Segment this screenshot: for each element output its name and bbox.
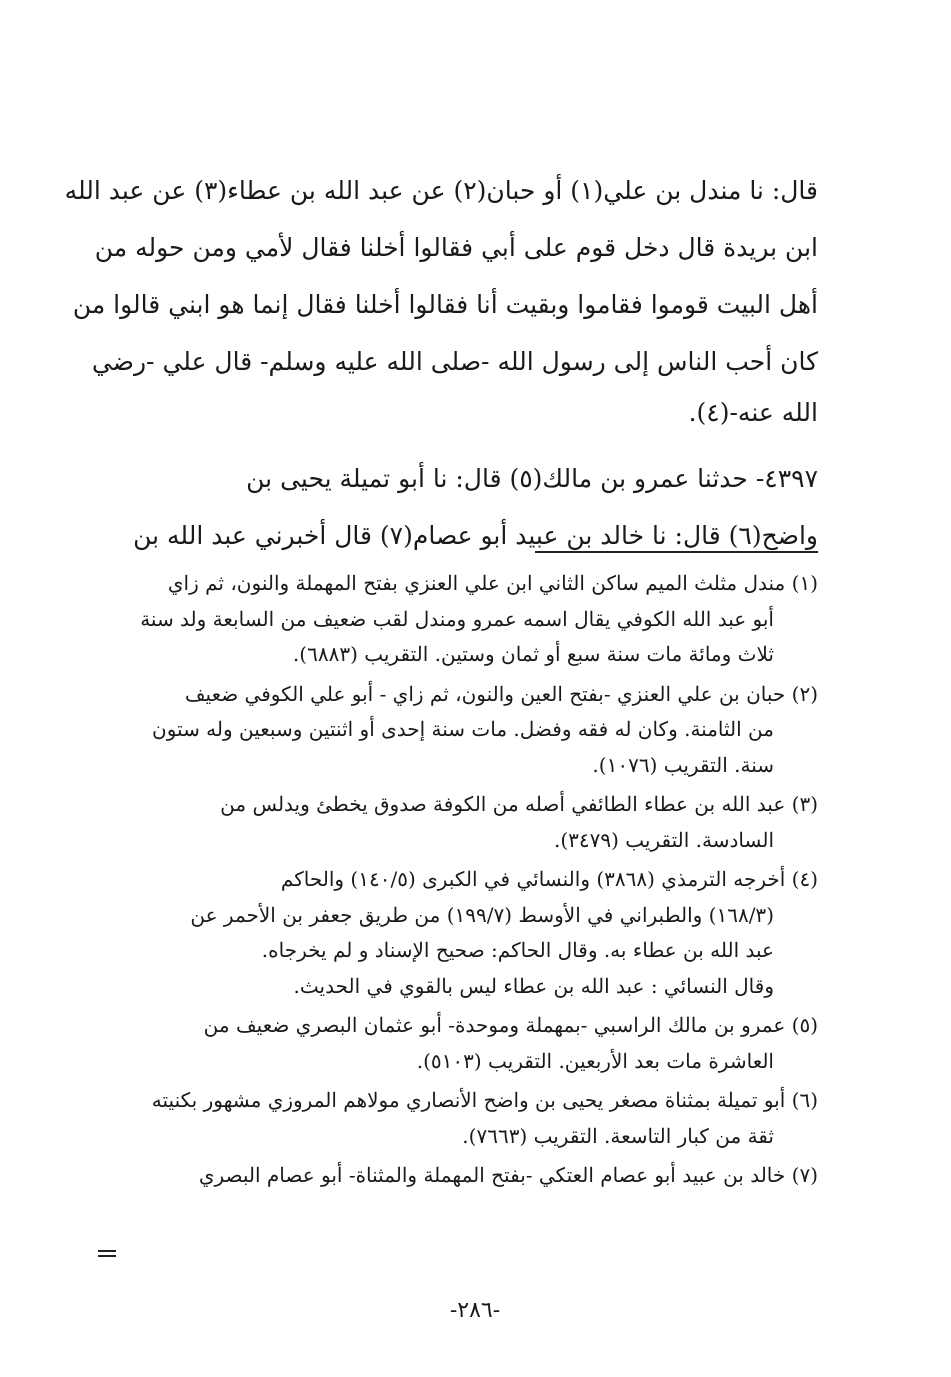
footnote-line: (٣) عبد الله بن عطاء الطائفي أصله من الكوفة صدوق يخطئ ويدلس من	[220, 792, 818, 816]
main-text-line: كان أحب الناس إلى رسول الله -صلى الله عليه وسلم- قال علي -رضي	[91, 347, 818, 376]
footnote-line: (٦) أبو تميلة بمثناة مصغر يحيى بن واضح الأنصاري مولاهم المروزي مشهور بكنيته	[151, 1088, 818, 1112]
main-text-line: ابن بريدة قال دخل قوم على أبي فقالوا أخلنا فقال لأمي ومن حوله من	[94, 233, 818, 262]
continuation-mark	[98, 1250, 116, 1258]
footnote-3	[104, 787, 818, 858]
footnote-2	[104, 677, 818, 784]
page-number: -٢٨٦-	[449, 1298, 501, 1323]
footnote-line: (٥) عمرو بن مالك الراسبي -بمهملة وموحدة- أبو عثمان البصري ضعيف من	[203, 1013, 818, 1037]
footnote-line: (٧) خالد بن عبيد أبو عصام العتكي -بفتح المهملة والمثناة- أبو عصام البصري	[198, 1163, 818, 1187]
main-text-line: أهل البيت قوموا فقاموا وبقيت أنا فقالوا أخلنا فقال إنما هو ابني قالوا من	[72, 290, 818, 319]
footnote-4	[104, 862, 818, 1004]
hadith-line: ٤٣٩٧- حدثنا عمرو بن مالك(٥) قال: نا أبو تميلة يحيى بن	[246, 464, 818, 493]
footnote-line: السادسة. التقريب (٣٤٧٩).	[553, 827, 774, 852]
footnote-separator	[535, 551, 818, 553]
footnote-line: سنة. التقريب (١٠٧٦).	[592, 752, 774, 777]
main-text-line: قال: نا مندل بن علي(١) أو حبان(٢) عن عبد الله بن عطاء(٣) عن عبد الله	[64, 176, 818, 205]
footnote-line: وقال النسائي : عبد الله بن عطاء ليس بالقوي في الحديث.	[293, 973, 774, 998]
footnote-line: أبو عبد الله الكوفي يقال اسمه عمرو ومندل لقب ضعيف من السابعة ولد سنة	[140, 606, 774, 631]
footnote-line: ثقة من كبار التاسعة. التقريب (٧٦٦٣).	[462, 1123, 774, 1148]
footnote-line: ثلاث ومائة مات سنة سبع أو ثمان وستين. التقريب (٦٨٨٣).	[292, 642, 774, 666]
footnote-line: (٢) حبان بن علي العنزي -بفتح العين والنون، ثم زاي - أبو علي الكوفي ضعيف	[184, 681, 818, 706]
footnote-line: العاشرة مات بعد الأربعين. التقريب (٥١٠٣).	[416, 1048, 774, 1073]
footnote-6	[104, 1083, 818, 1154]
footnote-line: (٤) أخرجه الترمذي (٣٨٦٨) والنسائي في الكبرى (١٤٠/٥) والحاكم	[280, 867, 818, 891]
footnote-line: (١٦٨/٣) والطبراني في الأوسط (١٩٩/٧) من طريق جعفر بن الأحمر عن	[190, 902, 774, 927]
footnote-5	[104, 1008, 818, 1079]
main-text-line: الله عنه-(٤).	[688, 398, 818, 427]
footnote-line: (١) مندل مثلث الميم ساكن الثاني ابن علي العنزي بفتح المهملة والنون، ثم زاي	[167, 571, 818, 595]
footnote-7	[104, 1158, 818, 1194]
main-text	[64, 162, 818, 564]
hadith-line: واضح(٦) قال: نا خالد بن عبيد أبو عصام(٧) قال أخبرني عبد الله بن	[133, 521, 818, 550]
footnote-1	[104, 566, 818, 673]
paragraph-gap	[104, 436, 818, 450]
footnote-line: عبد الله بن عطاء به. وقال الحاكم: صحيح الإسناد و لم يخرجاه.	[261, 938, 774, 962]
footnote-line: من الثامنة. وكان له فقه وفضل. مات سنة إحدى أو اثنتين وسبعين وله ستون	[152, 717, 774, 741]
footnotes	[104, 566, 818, 1198]
